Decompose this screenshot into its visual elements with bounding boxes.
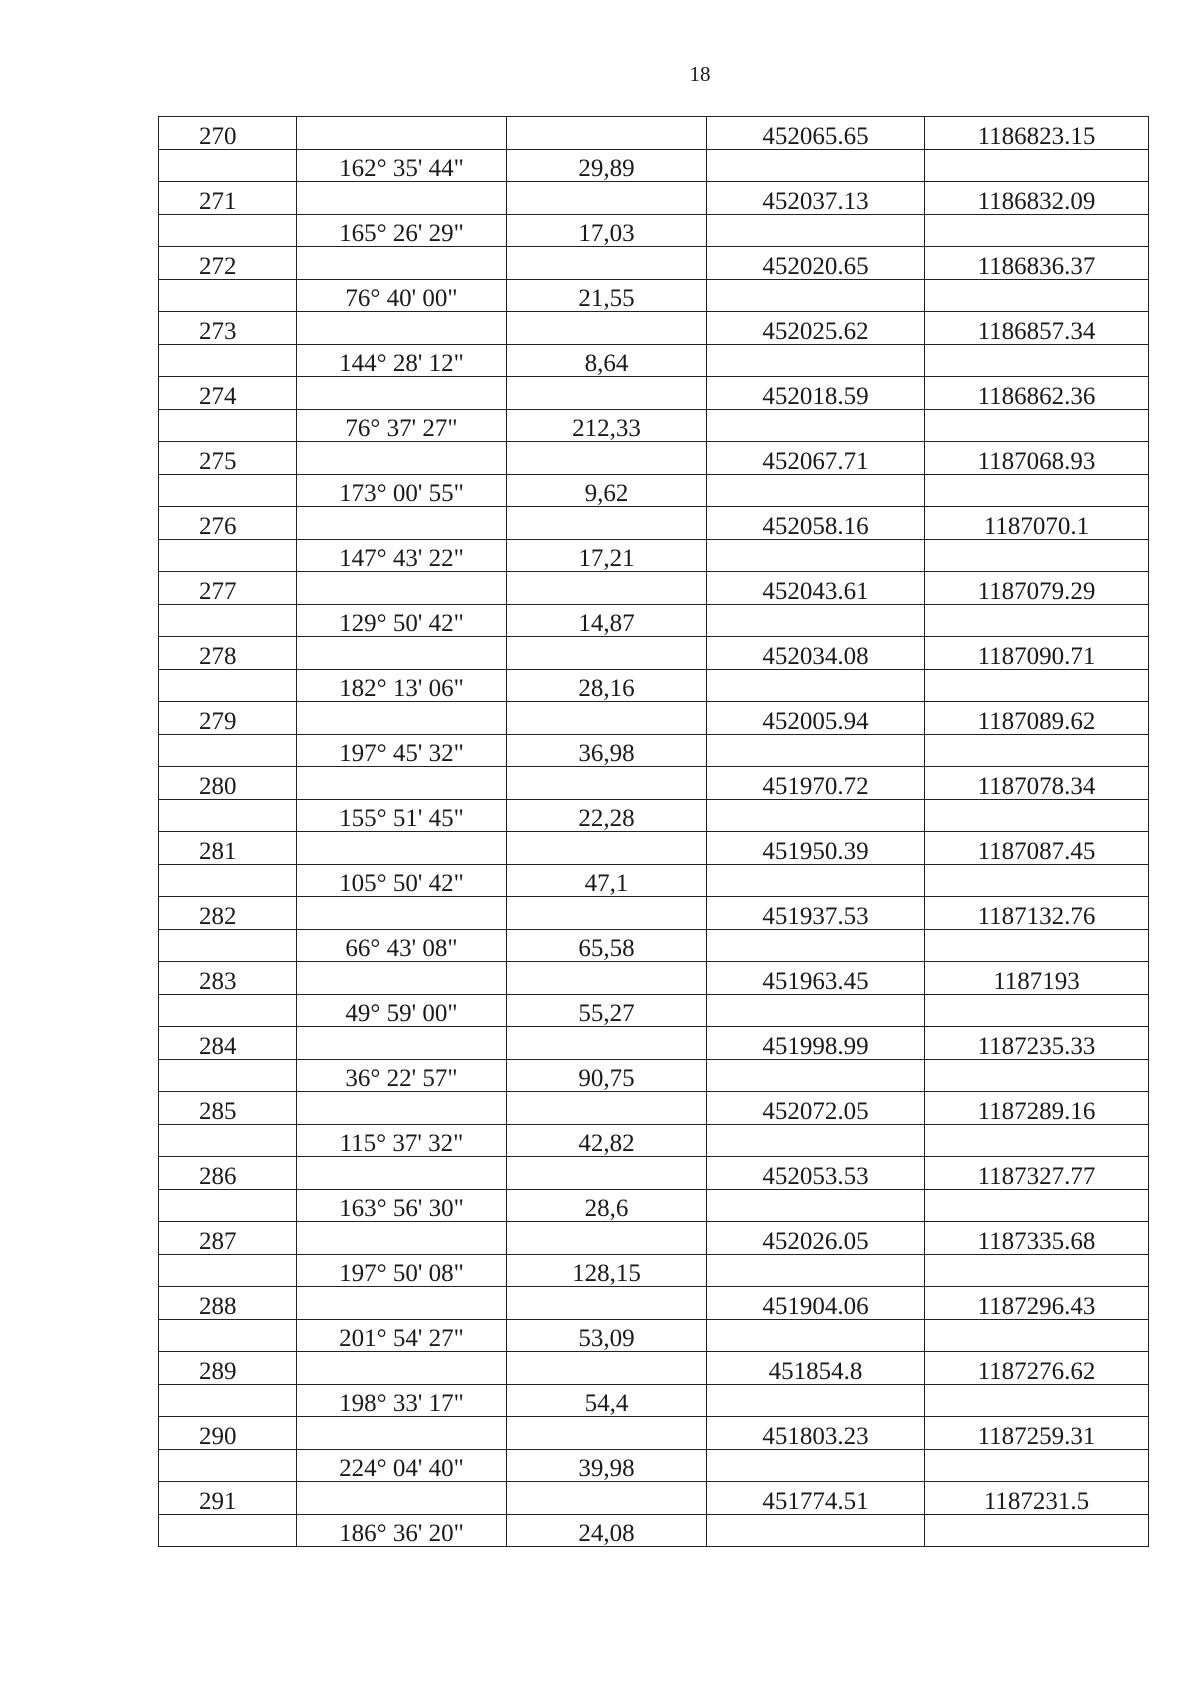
point-row	[159, 767, 1149, 800]
direction-angle: 182° 13' 06"	[297, 669, 507, 702]
segment-length: 55,27	[507, 994, 707, 1027]
empty-cell	[707, 474, 925, 507]
x-coordinate: 452005.94	[707, 702, 925, 735]
y-coordinate: 1187259.31	[925, 1417, 1149, 1450]
empty-cell	[707, 1254, 925, 1287]
point-row	[159, 442, 1149, 475]
y-coordinate: 1187231.5	[925, 1482, 1149, 1515]
point-row	[159, 1092, 1149, 1125]
direction-angle: 144° 28' 12"	[297, 344, 507, 377]
empty-cell	[159, 344, 297, 377]
point-number: 285	[159, 1092, 297, 1125]
segment-row	[159, 669, 1149, 702]
point-number: 277	[159, 572, 297, 605]
point-number: 273	[159, 312, 297, 345]
segment-length: 28,6	[507, 1189, 707, 1222]
empty-cell	[507, 1287, 707, 1320]
y-coordinate: 1187078.34	[925, 767, 1149, 800]
x-coordinate: 452025.62	[707, 312, 925, 345]
empty-cell	[159, 409, 297, 442]
segment-row	[159, 994, 1149, 1027]
empty-cell	[925, 929, 1149, 962]
y-coordinate: 1187068.93	[925, 442, 1149, 475]
segment-length: 14,87	[507, 604, 707, 637]
empty-cell	[707, 279, 925, 312]
coordinates-table	[158, 116, 1149, 1547]
segment-row	[159, 279, 1149, 312]
point-row	[159, 832, 1149, 865]
empty-cell	[925, 1449, 1149, 1482]
empty-cell	[925, 1189, 1149, 1222]
point-number: 283	[159, 962, 297, 995]
empty-cell	[707, 994, 925, 1027]
y-coordinate: 1187193	[925, 962, 1149, 995]
point-number: 287	[159, 1222, 297, 1255]
x-coordinate: 451970.72	[707, 767, 925, 800]
point-row	[159, 1287, 1149, 1320]
segment-row	[159, 344, 1149, 377]
point-row	[159, 1352, 1149, 1385]
direction-angle: 66° 43' 08"	[297, 929, 507, 962]
segment-length: 22,28	[507, 799, 707, 832]
direction-angle: 36° 22' 57"	[297, 1059, 507, 1092]
empty-cell	[707, 1059, 925, 1092]
empty-cell	[159, 1124, 297, 1157]
direction-angle: 49° 59' 00"	[297, 994, 507, 1027]
empty-cell	[925, 344, 1149, 377]
empty-cell	[159, 799, 297, 832]
empty-cell	[297, 1482, 507, 1515]
empty-cell	[507, 377, 707, 410]
empty-cell	[925, 604, 1149, 637]
empty-cell	[925, 1384, 1149, 1417]
empty-cell	[925, 799, 1149, 832]
point-row	[159, 247, 1149, 280]
point-row	[159, 637, 1149, 670]
point-row	[159, 702, 1149, 735]
empty-cell	[507, 247, 707, 280]
direction-angle: 105° 50' 42"	[297, 864, 507, 897]
empty-cell	[507, 507, 707, 540]
coordinates-table-body	[159, 117, 1149, 1547]
empty-cell	[159, 149, 297, 182]
empty-cell	[297, 897, 507, 930]
empty-cell	[159, 214, 297, 247]
empty-cell	[507, 1222, 707, 1255]
x-coordinate: 451963.45	[707, 962, 925, 995]
point-row	[159, 1482, 1149, 1515]
empty-cell	[925, 669, 1149, 702]
empty-cell	[925, 1254, 1149, 1287]
segment-length: 42,82	[507, 1124, 707, 1157]
empty-cell	[507, 637, 707, 670]
direction-angle: 197° 45' 32"	[297, 734, 507, 767]
empty-cell	[159, 1319, 297, 1352]
segment-length: 28,16	[507, 669, 707, 702]
segment-row	[159, 149, 1149, 182]
y-coordinate: 1187070.1	[925, 507, 1149, 540]
empty-cell	[507, 1417, 707, 1450]
empty-cell	[707, 1384, 925, 1417]
empty-cell	[159, 864, 297, 897]
empty-cell	[507, 1157, 707, 1190]
x-coordinate: 451904.06	[707, 1287, 925, 1320]
direction-angle: 165° 26' 29"	[297, 214, 507, 247]
empty-cell	[297, 572, 507, 605]
empty-cell	[925, 1514, 1149, 1547]
segment-length: 8,64	[507, 344, 707, 377]
y-coordinate: 1186832.09	[925, 182, 1149, 215]
y-coordinate: 1187132.76	[925, 897, 1149, 930]
empty-cell	[507, 182, 707, 215]
empty-cell	[297, 637, 507, 670]
point-number: 289	[159, 1352, 297, 1385]
point-number: 291	[159, 1482, 297, 1515]
point-row	[159, 1417, 1149, 1450]
segment-length: 9,62	[507, 474, 707, 507]
point-number: 282	[159, 897, 297, 930]
y-coordinate: 1187276.62	[925, 1352, 1149, 1385]
empty-cell	[925, 149, 1149, 182]
y-coordinate: 1187235.33	[925, 1027, 1149, 1060]
direction-angle: 115° 37' 32"	[297, 1124, 507, 1157]
direction-angle: 155° 51' 45"	[297, 799, 507, 832]
segment-length: 29,89	[507, 149, 707, 182]
point-row	[159, 1157, 1149, 1190]
empty-cell	[297, 962, 507, 995]
empty-cell	[297, 442, 507, 475]
empty-cell	[297, 1352, 507, 1385]
segment-length: 17,21	[507, 539, 707, 572]
point-row	[159, 1222, 1149, 1255]
empty-cell	[925, 539, 1149, 572]
segment-row	[159, 604, 1149, 637]
direction-angle: 76° 37' 27"	[297, 409, 507, 442]
x-coordinate: 452043.61	[707, 572, 925, 605]
empty-cell	[507, 767, 707, 800]
empty-cell	[707, 604, 925, 637]
empty-cell	[507, 962, 707, 995]
empty-cell	[159, 929, 297, 962]
segment-row	[159, 1189, 1149, 1222]
y-coordinate: 1187079.29	[925, 572, 1149, 605]
y-coordinate: 1187327.77	[925, 1157, 1149, 1190]
segment-row	[159, 799, 1149, 832]
direction-angle: 76° 40' 00"	[297, 279, 507, 312]
segment-length: 39,98	[507, 1449, 707, 1482]
point-number: 271	[159, 182, 297, 215]
empty-cell	[507, 117, 707, 150]
segment-length: 36,98	[507, 734, 707, 767]
x-coordinate: 452067.71	[707, 442, 925, 475]
point-number: 290	[159, 1417, 297, 1450]
segment-row	[159, 1449, 1149, 1482]
point-row	[159, 572, 1149, 605]
empty-cell	[297, 1417, 507, 1450]
segment-length: 24,08	[507, 1514, 707, 1547]
empty-cell	[297, 767, 507, 800]
empty-cell	[159, 669, 297, 702]
empty-cell	[507, 1027, 707, 1060]
empty-cell	[297, 117, 507, 150]
empty-cell	[707, 344, 925, 377]
empty-cell	[707, 1449, 925, 1482]
empty-cell	[297, 247, 507, 280]
empty-cell	[507, 897, 707, 930]
direction-angle: 197° 50' 08"	[297, 1254, 507, 1287]
direction-angle: 224° 04' 40"	[297, 1449, 507, 1482]
x-coordinate: 452018.59	[707, 377, 925, 410]
empty-cell	[707, 1124, 925, 1157]
y-coordinate: 1187296.43	[925, 1287, 1149, 1320]
segment-row	[159, 1124, 1149, 1157]
segment-row	[159, 1059, 1149, 1092]
empty-cell	[707, 539, 925, 572]
point-number: 281	[159, 832, 297, 865]
segment-length: 53,09	[507, 1319, 707, 1352]
y-coordinate: 1187335.68	[925, 1222, 1149, 1255]
point-number: 278	[159, 637, 297, 670]
empty-cell	[297, 832, 507, 865]
segment-row	[159, 929, 1149, 962]
empty-cell	[707, 669, 925, 702]
empty-cell	[707, 734, 925, 767]
direction-angle: 198° 33' 17"	[297, 1384, 507, 1417]
y-coordinate: 1186857.34	[925, 312, 1149, 345]
empty-cell	[507, 1092, 707, 1125]
empty-cell	[707, 864, 925, 897]
empty-cell	[159, 1449, 297, 1482]
y-coordinate: 1187289.16	[925, 1092, 1149, 1125]
empty-cell	[925, 1124, 1149, 1157]
x-coordinate: 451950.39	[707, 832, 925, 865]
empty-cell	[297, 312, 507, 345]
empty-cell	[925, 1319, 1149, 1352]
segment-length: 65,58	[507, 929, 707, 962]
empty-cell	[707, 214, 925, 247]
empty-cell	[507, 442, 707, 475]
y-coordinate: 1187089.62	[925, 702, 1149, 735]
x-coordinate: 451774.51	[707, 1482, 925, 1515]
point-row	[159, 117, 1149, 150]
direction-angle: 129° 50' 42"	[297, 604, 507, 637]
empty-cell	[925, 864, 1149, 897]
x-coordinate: 451803.23	[707, 1417, 925, 1450]
empty-cell	[159, 734, 297, 767]
segment-row	[159, 1319, 1149, 1352]
empty-cell	[159, 539, 297, 572]
segment-row	[159, 409, 1149, 442]
point-number: 272	[159, 247, 297, 280]
y-coordinate: 1187090.71	[925, 637, 1149, 670]
empty-cell	[159, 474, 297, 507]
point-number: 275	[159, 442, 297, 475]
segment-length: 17,03	[507, 214, 707, 247]
empty-cell	[159, 1514, 297, 1547]
point-number: 270	[159, 117, 297, 150]
empty-cell	[707, 1189, 925, 1222]
empty-cell	[159, 1254, 297, 1287]
empty-cell	[159, 994, 297, 1027]
point-row	[159, 507, 1149, 540]
x-coordinate: 452034.08	[707, 637, 925, 670]
empty-cell	[707, 1514, 925, 1547]
direction-angle: 173° 00' 55"	[297, 474, 507, 507]
empty-cell	[297, 507, 507, 540]
point-number: 279	[159, 702, 297, 735]
empty-cell	[925, 734, 1149, 767]
empty-cell	[159, 1384, 297, 1417]
point-number: 288	[159, 1287, 297, 1320]
segment-row	[159, 734, 1149, 767]
empty-cell	[507, 312, 707, 345]
y-coordinate: 1186862.36	[925, 377, 1149, 410]
segment-row	[159, 214, 1149, 247]
point-row	[159, 312, 1149, 345]
empty-cell	[925, 214, 1149, 247]
empty-cell	[507, 1352, 707, 1385]
empty-cell	[707, 409, 925, 442]
segment-length: 21,55	[507, 279, 707, 312]
direction-angle: 186° 36' 20"	[297, 1514, 507, 1547]
empty-cell	[925, 994, 1149, 1027]
x-coordinate: 452020.65	[707, 247, 925, 280]
empty-cell	[507, 832, 707, 865]
segment-row	[159, 539, 1149, 572]
point-number: 284	[159, 1027, 297, 1060]
segment-row	[159, 1384, 1149, 1417]
empty-cell	[925, 409, 1149, 442]
empty-cell	[707, 1319, 925, 1352]
y-coordinate: 1186836.37	[925, 247, 1149, 280]
direction-angle: 201° 54' 27"	[297, 1319, 507, 1352]
x-coordinate: 451937.53	[707, 897, 925, 930]
x-coordinate: 452058.16	[707, 507, 925, 540]
point-row	[159, 377, 1149, 410]
x-coordinate: 452072.05	[707, 1092, 925, 1125]
point-row	[159, 182, 1149, 215]
empty-cell	[925, 279, 1149, 312]
empty-cell	[297, 377, 507, 410]
empty-cell	[297, 1027, 507, 1060]
x-coordinate: 452065.65	[707, 117, 925, 150]
empty-cell	[159, 604, 297, 637]
empty-cell	[925, 1059, 1149, 1092]
segment-length: 47,1	[507, 864, 707, 897]
empty-cell	[707, 929, 925, 962]
segment-row	[159, 864, 1149, 897]
empty-cell	[159, 1189, 297, 1222]
empty-cell	[707, 149, 925, 182]
segment-row	[159, 474, 1149, 507]
segment-row	[159, 1254, 1149, 1287]
segment-length: 90,75	[507, 1059, 707, 1092]
page-number: 18	[689, 62, 711, 86]
point-number: 276	[159, 507, 297, 540]
segment-length: 128,15	[507, 1254, 707, 1287]
point-row	[159, 962, 1149, 995]
point-number: 280	[159, 767, 297, 800]
empty-cell	[925, 474, 1149, 507]
y-coordinate: 1186823.15	[925, 117, 1149, 150]
point-row	[159, 897, 1149, 930]
point-row	[159, 1027, 1149, 1060]
x-coordinate: 452026.05	[707, 1222, 925, 1255]
empty-cell	[297, 702, 507, 735]
x-coordinate: 451854.8	[707, 1352, 925, 1385]
segment-length: 212,33	[507, 409, 707, 442]
direction-angle: 147° 43' 22"	[297, 539, 507, 572]
empty-cell	[159, 1059, 297, 1092]
segment-length: 54,4	[507, 1384, 707, 1417]
direction-angle: 163° 56' 30"	[297, 1189, 507, 1222]
x-coordinate: 452053.53	[707, 1157, 925, 1190]
empty-cell	[297, 1157, 507, 1190]
empty-cell	[507, 572, 707, 605]
empty-cell	[297, 1222, 507, 1255]
y-coordinate: 1187087.45	[925, 832, 1149, 865]
empty-cell	[707, 799, 925, 832]
point-number: 274	[159, 377, 297, 410]
empty-cell	[507, 1482, 707, 1515]
empty-cell	[297, 1287, 507, 1320]
x-coordinate: 452037.13	[707, 182, 925, 215]
segment-row	[159, 1514, 1149, 1547]
direction-angle: 162° 35' 44"	[297, 149, 507, 182]
x-coordinate: 451998.99	[707, 1027, 925, 1060]
empty-cell	[159, 279, 297, 312]
empty-cell	[297, 1092, 507, 1125]
empty-cell	[507, 702, 707, 735]
point-number: 286	[159, 1157, 297, 1190]
empty-cell	[297, 182, 507, 215]
